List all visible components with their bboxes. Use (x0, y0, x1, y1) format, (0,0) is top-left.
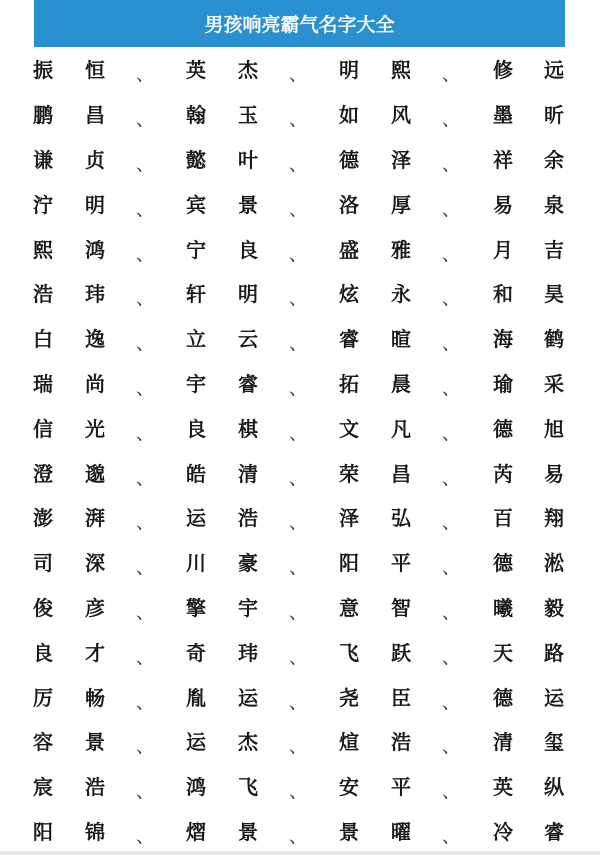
name-separator: 、 (442, 243, 460, 265)
name-character: 杰 (238, 730, 258, 755)
name-character: 良 (186, 416, 206, 441)
name-character: 晨 (391, 371, 411, 396)
name-character: 信 (33, 416, 53, 441)
name-character: 芮 (493, 461, 513, 486)
name-character: 厉 (33, 685, 53, 710)
name-separator: 、 (442, 647, 460, 669)
name-character: 鸿 (186, 775, 206, 800)
name-character: 修 (493, 58, 513, 83)
name-separator: 、 (136, 423, 154, 445)
name-character: 锦 (85, 819, 105, 844)
name-character: 易 (493, 192, 513, 217)
name-separator: 、 (136, 64, 154, 86)
name-character: 和 (493, 282, 513, 307)
name-character: 懿 (186, 147, 206, 172)
name-character: 浩 (85, 775, 105, 800)
name-character: 拓 (339, 371, 359, 396)
name-character: 深 (85, 551, 105, 576)
name-row (0, 93, 600, 138)
name-separator: 、 (442, 691, 460, 713)
name-separator: 、 (136, 109, 154, 131)
name-row (0, 810, 600, 855)
name-character: 才 (85, 640, 105, 665)
name-row (0, 675, 600, 720)
name-character: 睿 (339, 327, 359, 352)
name-character: 月 (493, 237, 513, 262)
name-separator: 、 (289, 423, 307, 445)
name-row (0, 182, 600, 227)
name-separator: 、 (442, 154, 460, 176)
name-character: 明 (339, 58, 359, 83)
name-character: 奇 (186, 640, 206, 665)
name-character: 厚 (391, 192, 411, 217)
name-separator: 、 (136, 781, 154, 803)
name-character: 宇 (186, 371, 206, 396)
name-separator: 、 (136, 467, 154, 489)
name-separator: 、 (442, 781, 460, 803)
name-character: 鹤 (544, 327, 564, 352)
name-character: 德 (339, 147, 359, 172)
name-character: 昊 (544, 282, 564, 307)
name-character: 胤 (186, 685, 206, 710)
name-separator: 、 (442, 602, 460, 624)
name-character: 宇 (238, 595, 258, 620)
name-character: 尚 (85, 371, 105, 396)
name-character: 浩 (238, 506, 258, 531)
name-character: 天 (493, 640, 513, 665)
name-character: 墨 (493, 103, 513, 128)
page-title: 男孩响亮霸气名字大全 (204, 14, 395, 36)
name-character: 英 (186, 58, 206, 83)
name-character: 易 (544, 461, 564, 486)
name-character: 玮 (85, 282, 105, 307)
name-separator: 、 (289, 109, 307, 131)
name-character: 贞 (85, 147, 105, 172)
name-character: 余 (544, 147, 564, 172)
name-separator: 、 (442, 288, 460, 310)
name-character: 荣 (339, 461, 359, 486)
name-character: 如 (339, 103, 359, 128)
name-character: 盛 (339, 237, 359, 262)
name-separator: 、 (289, 602, 307, 624)
name-character: 雅 (391, 237, 411, 262)
name-row (0, 765, 600, 810)
name-character: 景 (85, 730, 105, 755)
name-character: 景 (238, 192, 258, 217)
name-character: 瑜 (493, 371, 513, 396)
name-character: 景 (339, 819, 359, 844)
name-character: 棋 (238, 416, 258, 441)
name-separator: 、 (136, 512, 154, 534)
name-separator: 、 (442, 826, 460, 848)
name-row (0, 138, 600, 183)
name-row (0, 317, 600, 362)
name-separator: 、 (136, 736, 154, 758)
name-character: 泽 (339, 506, 359, 531)
name-character: 鹏 (33, 103, 53, 128)
name-character: 景 (238, 819, 258, 844)
name-character: 远 (544, 58, 564, 83)
name-character: 德 (493, 551, 513, 576)
name-character: 清 (493, 730, 513, 755)
name-separator: 、 (289, 154, 307, 176)
name-character: 德 (493, 416, 513, 441)
name-character: 吉 (544, 237, 564, 262)
name-character: 炫 (339, 282, 359, 307)
name-character: 洛 (339, 192, 359, 217)
name-character: 擎 (186, 595, 206, 620)
name-character: 谦 (33, 147, 53, 172)
name-character: 运 (186, 506, 206, 531)
title-banner (34, 0, 565, 47)
name-row (0, 362, 600, 407)
name-character: 澄 (33, 461, 53, 486)
name-separator: 、 (289, 467, 307, 489)
name-character: 阳 (33, 819, 53, 844)
name-separator: 、 (442, 199, 460, 221)
name-separator: 、 (289, 288, 307, 310)
name-character: 容 (33, 730, 53, 755)
name-row (0, 48, 600, 93)
name-separator: 、 (289, 557, 307, 579)
names-grid (0, 48, 600, 854)
name-separator: 、 (442, 557, 460, 579)
name-separator: 、 (289, 826, 307, 848)
name-separator: 、 (289, 243, 307, 265)
name-character: 平 (391, 775, 411, 800)
name-separator: 、 (136, 826, 154, 848)
name-character: 运 (186, 730, 206, 755)
name-separator: 、 (289, 333, 307, 355)
name-character: 风 (391, 103, 411, 128)
name-character: 湃 (85, 506, 105, 531)
name-separator: 、 (289, 64, 307, 86)
name-separator: 、 (289, 781, 307, 803)
name-character: 昌 (391, 461, 411, 486)
name-character: 弘 (391, 506, 411, 531)
name-row (0, 541, 600, 586)
name-character: 翔 (544, 506, 564, 531)
name-character: 平 (391, 551, 411, 576)
name-character: 豪 (238, 551, 258, 576)
name-character: 运 (238, 685, 258, 710)
name-character: 泉 (544, 192, 564, 217)
name-character: 光 (85, 416, 105, 441)
name-character: 飞 (339, 640, 359, 665)
name-character: 海 (493, 327, 513, 352)
name-separator: 、 (289, 199, 307, 221)
name-row (0, 406, 600, 451)
name-character: 邈 (85, 461, 105, 486)
name-character: 智 (391, 595, 411, 620)
name-character: 曜 (391, 819, 411, 844)
name-character: 立 (186, 327, 206, 352)
name-character: 安 (339, 775, 359, 800)
name-separator: 、 (136, 691, 154, 713)
name-character: 纵 (544, 775, 564, 800)
name-row (0, 227, 600, 272)
name-row (0, 720, 600, 765)
name-character: 畅 (85, 685, 105, 710)
name-separator: 、 (136, 378, 154, 400)
name-row (0, 496, 600, 541)
name-character: 祥 (493, 147, 513, 172)
name-character: 翰 (186, 103, 206, 128)
name-separator: 、 (136, 199, 154, 221)
name-character: 玺 (544, 730, 564, 755)
name-character: 宁 (186, 237, 206, 262)
name-character: 杰 (238, 58, 258, 83)
name-character: 振 (33, 58, 53, 83)
name-character: 明 (238, 282, 258, 307)
name-character: 昌 (85, 103, 105, 128)
name-character: 德 (493, 685, 513, 710)
name-character: 熙 (391, 58, 411, 83)
name-character: 睿 (544, 819, 564, 844)
name-character: 百 (493, 506, 513, 531)
name-character: 熠 (186, 819, 206, 844)
name-character: 云 (238, 327, 258, 352)
name-character: 曦 (493, 595, 513, 620)
name-separator: 、 (442, 512, 460, 534)
name-separator: 、 (136, 333, 154, 355)
name-separator: 、 (289, 378, 307, 400)
name-character: 煊 (339, 730, 359, 755)
name-character: 泞 (33, 192, 53, 217)
name-character: 玉 (238, 103, 258, 128)
name-separator: 、 (442, 64, 460, 86)
name-character: 运 (544, 685, 564, 710)
name-row (0, 630, 600, 675)
name-character: 恒 (85, 58, 105, 83)
name-row (0, 451, 600, 496)
name-character: 浩 (33, 282, 53, 307)
name-character: 川 (186, 551, 206, 576)
name-character: 司 (33, 551, 53, 576)
name-character: 皓 (186, 461, 206, 486)
name-row (0, 272, 600, 317)
name-separator: 、 (442, 378, 460, 400)
name-separator: 、 (136, 154, 154, 176)
name-character: 跃 (391, 640, 411, 665)
name-character: 臣 (391, 685, 411, 710)
name-character: 轩 (186, 282, 206, 307)
name-character: 旭 (544, 416, 564, 441)
name-character: 英 (493, 775, 513, 800)
name-separator: 、 (136, 602, 154, 624)
name-character: 浩 (391, 730, 411, 755)
name-separator: 、 (136, 288, 154, 310)
name-character: 宸 (33, 775, 53, 800)
name-separator: 、 (442, 109, 460, 131)
name-character: 良 (238, 237, 258, 262)
name-character: 阳 (339, 551, 359, 576)
name-character: 飞 (238, 775, 258, 800)
name-character: 逸 (85, 327, 105, 352)
bottom-divider (0, 851, 600, 855)
name-character: 淞 (544, 551, 564, 576)
name-character: 叶 (238, 147, 258, 172)
name-character: 采 (544, 371, 564, 396)
name-character: 宾 (186, 192, 206, 217)
name-separator: 、 (289, 512, 307, 534)
name-separator: 、 (442, 333, 460, 355)
name-character: 白 (33, 327, 53, 352)
name-character: 明 (85, 192, 105, 217)
name-character: 澎 (33, 506, 53, 531)
name-character: 意 (339, 595, 359, 620)
name-character: 清 (238, 461, 258, 486)
name-character: 永 (391, 282, 411, 307)
name-character: 鸿 (85, 237, 105, 262)
name-separator: 、 (136, 647, 154, 669)
name-character: 路 (544, 640, 564, 665)
name-separator: 、 (289, 647, 307, 669)
name-character: 凡 (391, 416, 411, 441)
name-separator: 、 (289, 736, 307, 758)
name-character: 俊 (33, 595, 53, 620)
name-separator: 、 (442, 736, 460, 758)
name-character: 彦 (85, 595, 105, 620)
name-separator: 、 (289, 691, 307, 713)
name-character: 玮 (238, 640, 258, 665)
name-character: 熙 (33, 237, 53, 262)
name-character: 毅 (544, 595, 564, 620)
name-character: 文 (339, 416, 359, 441)
name-separator: 、 (442, 423, 460, 445)
name-character: 泽 (391, 147, 411, 172)
name-row (0, 586, 600, 631)
name-character: 冷 (493, 819, 513, 844)
name-character: 瑞 (33, 371, 53, 396)
name-character: 尧 (339, 685, 359, 710)
name-character: 睿 (238, 371, 258, 396)
name-character: 昕 (544, 103, 564, 128)
name-character: 良 (33, 640, 53, 665)
name-separator: 、 (136, 557, 154, 579)
name-separator: 、 (136, 243, 154, 265)
name-character: 暄 (391, 327, 411, 352)
name-separator: 、 (442, 467, 460, 489)
